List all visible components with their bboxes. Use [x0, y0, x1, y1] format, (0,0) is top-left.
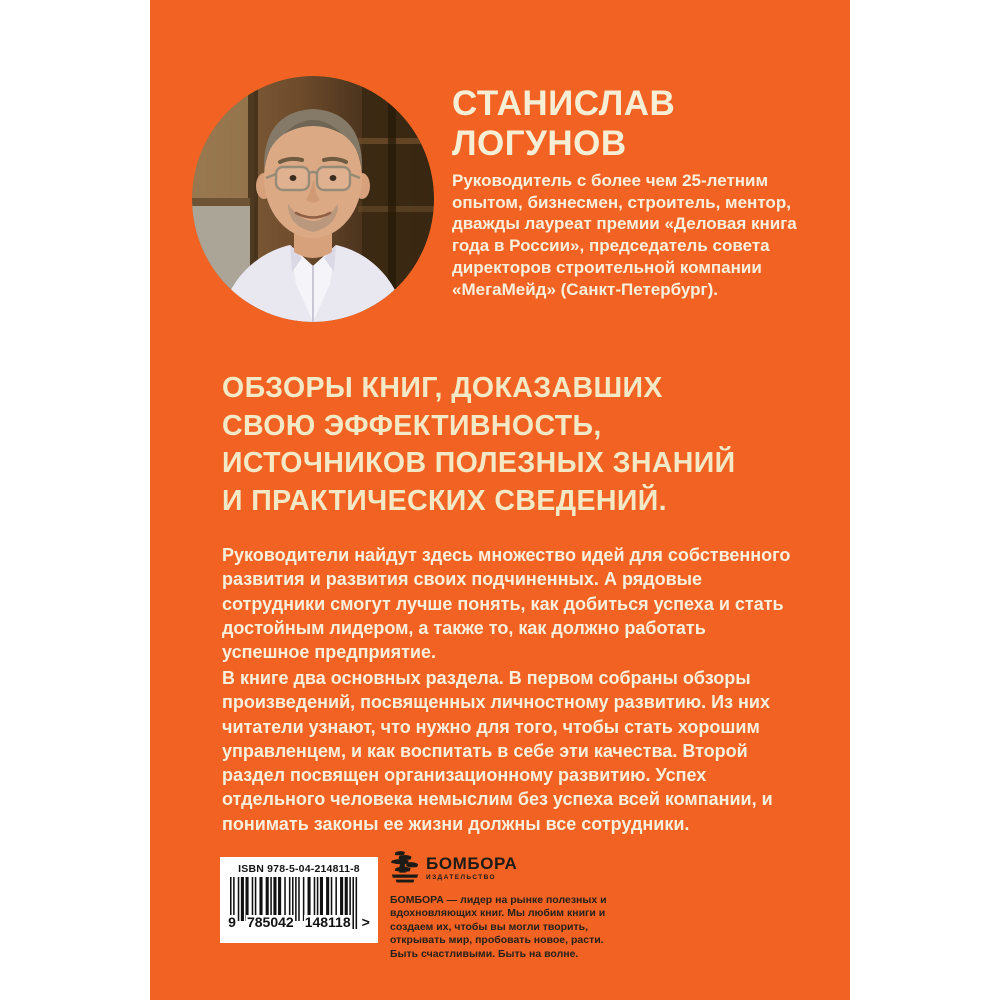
author-name-line2: ЛОГУНОВ: [452, 124, 627, 163]
barcode-digit-group1: 785042: [246, 914, 294, 930]
author-photo: [192, 76, 434, 322]
annotation-headline: [222, 370, 736, 520]
isbn-number: ISBN 978-5-04-214811-8: [238, 863, 360, 875]
headline-line4: И ПРАКТИЧЕСКИХ СВЕДЕНИЙ.: [222, 484, 667, 517]
annotation-paragraph-1: Руководители найдут здесь множество идей для собственного развития и развития своих подчиненных. А рядовые сотрудники смогут лучше понять, как добиться успеха и стать достойным лидером, а также то, как должно работать успешное предприятие.: [222, 545, 791, 663]
annotation-paragraph-2: В книге два основных раздела. В первом собраны обзоры произведений, посвященных личностному развитию. Из них читатели узнают, что нужно для того, чтобы стать хорошим управленцем, и как воспитать в себе эти качества. Второй раздел посвящен организационному развитию. Успех отдельного человека немыслим без успеха всей компании, и понимать законы ее жизни должны все сотрудники.: [222, 668, 773, 834]
barcode-digits: [227, 915, 371, 929]
barcode-digit-left: 9: [228, 914, 236, 930]
publisher-description: БОМБОРА — лидер на рынке полезных и вдохновляющих книг. Мы любим книги и создаем их, чтобы вы могли творить, открывать мир, пробовать новое, расти. Быть счастливыми. Быть на волне.: [390, 894, 607, 960]
author-bio: Руководитель с более чем 25-летним опытом, бизнесмен, строитель, ментор, дважды лауреат премии «Деловая книга года в России», председатель совета директоров строительной компании «МегаМейд» (Санкт-Петербург).: [452, 171, 797, 299]
book-back-cover: [150, 0, 850, 1000]
author-name: [452, 84, 675, 164]
barcode-arrow: >: [361, 914, 370, 930]
author-name-line1: СТАНИСЛАВ: [452, 84, 676, 123]
publisher-logo: [390, 850, 640, 884]
publisher-tagline: ИЗДАТЕЛЬСТВО: [426, 874, 497, 881]
barcode-digit-group2: 148118: [304, 914, 351, 930]
publisher-name: БОМБОРА: [426, 854, 518, 873]
headline-line3: ИСТОЧНИКОВ ПОЛЕЗНЫХ ЗНАНИЙ: [222, 447, 736, 479]
portrait-illustration: [192, 76, 434, 322]
isbn-barcode-block: [220, 857, 378, 943]
bombora-bonsai-icon: [390, 850, 420, 884]
headline-line1: ОБЗОРЫ КНИГ, ДОКАЗАВШИХ: [222, 372, 663, 404]
headline-line2: СВОЮ ЭФФЕКТИВНОСТЬ,: [222, 409, 602, 442]
publisher-logo-text: [426, 850, 517, 881]
publisher-block: [390, 850, 640, 961]
